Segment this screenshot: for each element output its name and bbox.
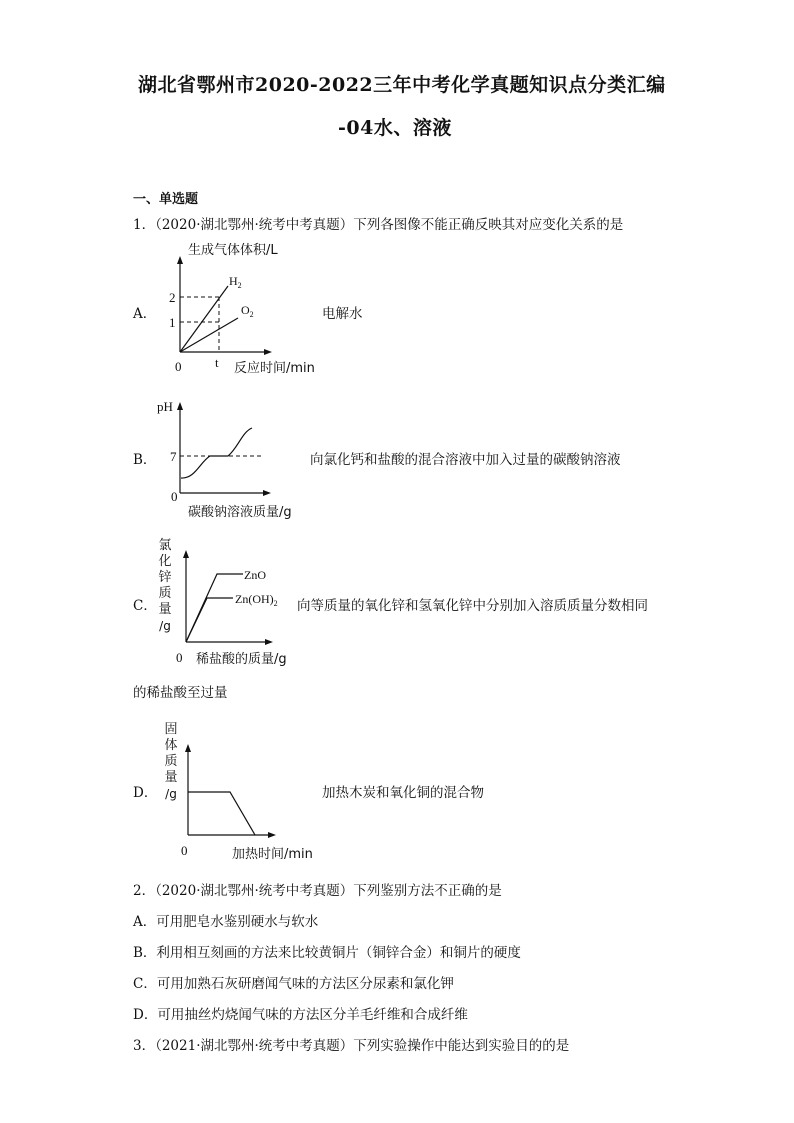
graph-d-ylabel: 固 体 质 量 /g bbox=[164, 722, 178, 801]
question-3-stem: 3．（2021·湖北鄂州·统考中考真题）下列实验操作中能达到实验目的的是 bbox=[133, 1038, 570, 1054]
graph-c-origin: 0 bbox=[176, 650, 183, 665]
page-subtitle: -04水、溶液 bbox=[338, 117, 452, 139]
graph-d-x-arrow bbox=[268, 832, 276, 838]
question-2-option-a: A．可用肥皂水鉴别硬水与软水 bbox=[133, 914, 319, 930]
option-c-desc: 向等质量的氧化锌和氢氧化锌中分别加入溶质质量分数相同 bbox=[297, 598, 648, 614]
graph-a-o2-label: $O_2$ bbox=[241, 303, 254, 319]
option-a-letter: A． bbox=[133, 306, 157, 322]
graph-a-ylabel: 生成气体体积/L bbox=[188, 243, 278, 258]
graph-b-origin: 0 bbox=[171, 489, 178, 504]
graph-c-znoh2-label: $Zn(OH)_2$ bbox=[235, 592, 278, 608]
graph-a-h2-label: $H_2$ bbox=[229, 274, 242, 290]
graph-d-xlabel: 加热时间/min bbox=[232, 847, 313, 862]
graph-a-t: t bbox=[215, 355, 219, 370]
question-2-option-c: C．可用加熟石灰研磨闻气味的方法区分尿素和氯化钾 bbox=[133, 976, 454, 992]
graph-b-xlabel: 碳酸钠溶液质量/g bbox=[188, 505, 292, 520]
graph-b-y7: 7 bbox=[170, 449, 177, 464]
graph-d-y-arrow bbox=[185, 744, 191, 752]
graph-c-ylabel: 氯 化 锌 质 量 /g bbox=[158, 538, 172, 633]
option-d-desc: 加热木炭和氧化铜的混合物 bbox=[322, 785, 484, 801]
question-2-option-b: B．利用相互刻画的方法来比较黄铜片（铜锌合金）和铜片的硬度 bbox=[133, 945, 521, 961]
graph-a-y2: 2 bbox=[169, 290, 176, 305]
option-b-desc: 向氯化钙和盐酸的混合溶液中加入过量的碳酸钠溶液 bbox=[310, 452, 621, 468]
question-1-stem: 1．（2020·湖北鄂州·统考中考真题）下列各图像不能正确反映其对应变化关系的是 bbox=[133, 217, 624, 233]
question-2-option-d: D．可用抽丝灼烧闻气味的方法区分羊毛纤维和合成纤维 bbox=[133, 1007, 468, 1023]
graph-c-xlabel: 稀盐酸的质量/g bbox=[196, 652, 287, 667]
question-2-stem: 2．（2020·湖北鄂州·统考中考真题）下列鉴别方法不正确的是 bbox=[133, 883, 502, 899]
graph-d-origin: 0 bbox=[181, 843, 188, 858]
option-d-letter: D． bbox=[133, 785, 158, 801]
option-c-desc-cont: 的稀盐酸至过量 bbox=[133, 685, 228, 701]
graph-a-origin: 0 bbox=[175, 359, 182, 374]
page-title: 湖北省鄂州市2020-2022三年中考化学真题知识点分类汇编 bbox=[138, 74, 666, 96]
graph-b-ylabel: pH bbox=[157, 399, 173, 414]
graph-c-zno-label: ZnO bbox=[244, 568, 266, 582]
graph-a-xlabel: 反应时间/min bbox=[234, 361, 315, 376]
graph-d-line bbox=[188, 792, 255, 835]
option-b-letter: B． bbox=[133, 452, 157, 468]
option-c-letter: C． bbox=[133, 598, 157, 614]
graph-a-y1: 1 bbox=[169, 315, 176, 330]
option-a-desc: 电解水 bbox=[322, 306, 363, 322]
section-heading: 一、单选题 bbox=[133, 192, 199, 207]
